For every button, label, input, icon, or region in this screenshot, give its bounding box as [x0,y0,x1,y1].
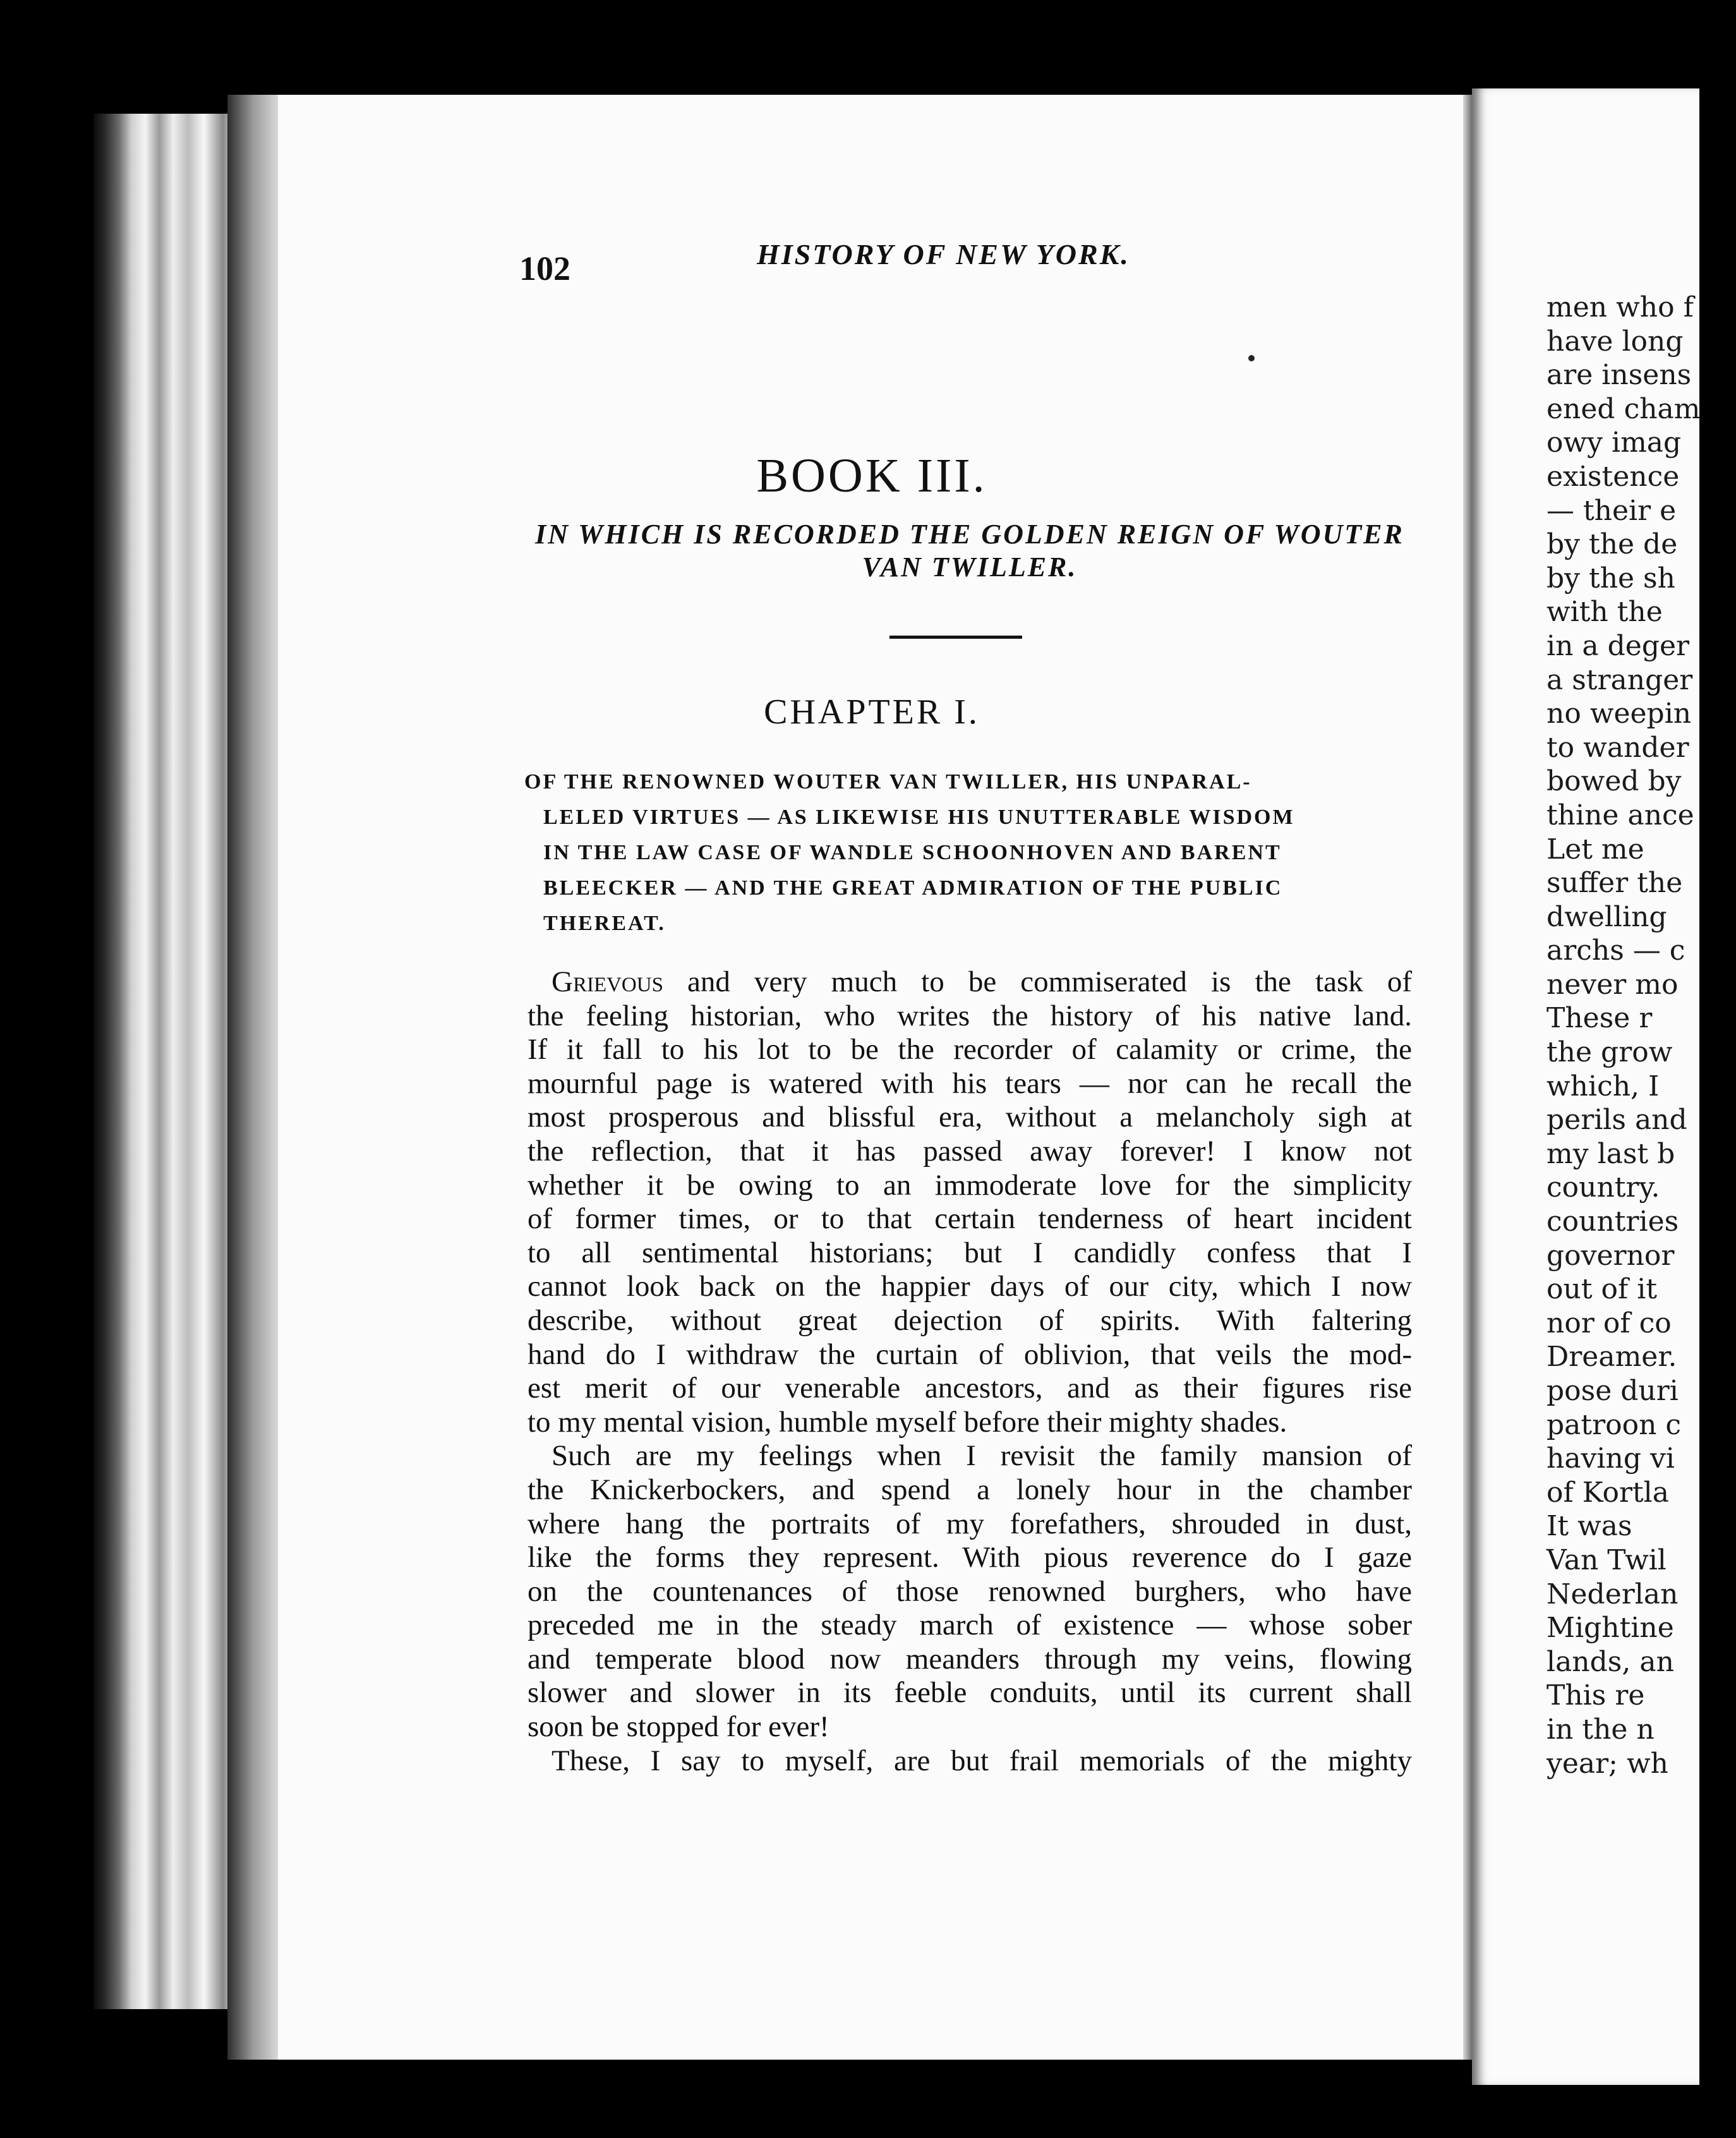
chapter-title: CHAPTER I. [764,692,980,732]
right-page-line: a stranger [1546,663,1693,696]
right-page-line: existence [1546,460,1680,493]
body-line: Such are my feelings when I revisit the family mansion of [552,1439,1412,1473]
left-page [278,95,1466,2060]
body-line: on the countenances of those renowned burghers, who have [527,1574,1412,1608]
right-page-line: my last b [1546,1137,1675,1170]
right-page-line: the grow [1546,1036,1673,1069]
body-line: the reflection, that it has passed away forever! I know not [527,1134,1412,1168]
body-line: most prosperous and blissful era, without a melancholy sigh at [527,1101,1412,1134]
book-subtitle [518,518,1421,584]
right-page-line: with the [1546,596,1663,629]
book-title: BOOK III. [756,449,987,502]
running-title: HISTORY OF NEW YORK. [757,238,1130,270]
right-page-line: Van Twil [1546,1543,1667,1576]
body-line: of former times, or to that certain tenderness of heart incident [527,1202,1412,1236]
right-page-line: in the n [1546,1713,1655,1746]
summary-line: THEREAT. [543,912,666,935]
body-line: These, I say to myself, are but frail memorials of the mighty [552,1744,1412,1777]
right-page-text [1546,291,1736,1780]
summary-line: OF THE RENOWNED WOUTER VAN TWILLER, HIS UNPARAL- [524,770,1252,794]
body-text [527,965,1412,1778]
chapter-summary [524,764,1396,941]
right-page-line: patroon c [1546,1408,1682,1441]
right-page-line: pose duri [1546,1375,1679,1407]
drop-word: Grievous [552,965,663,998]
body-line: slower and slower in its feeble conduits, until its current shall [527,1676,1412,1710]
right-page-line: in a deger [1546,629,1690,662]
right-page-line: archs — c [1546,934,1685,967]
body-line: est merit of our venerable ancestors, and as their figures rise [527,1372,1412,1405]
right-page-line: governor [1546,1239,1675,1272]
body-line: If it fall to his lot to be the recorder of calamity or crime, the [527,1033,1412,1066]
summary-line: BLEECKER — AND THE GREAT ADMIRATION OF THE PUBLIC [543,876,1283,900]
body-line: describe, without great dejection of spirits. With faltering [527,1303,1412,1337]
body-line: the feeling historian, who writes the history of his native land. [527,999,1412,1032]
body-line: mournful page is watered with his tears — nor can he recall the [527,1066,1412,1100]
right-page-line: which, I [1546,1070,1660,1102]
body-line [527,965,1412,1000]
body-line: preceded me in the steady march of existence — whose sober [527,1609,1412,1642]
right-page-line: nor of co [1546,1307,1672,1339]
right-page-line: suffer the [1546,867,1683,900]
summary-line: LELED VIRTUES — AS LIKEWISE HIS UNUTTERABLE WISDOM [543,806,1295,829]
body-line: the Knickerbockers, and spend a lonely hour in the chamber [527,1473,1412,1506]
summary-line: IN THE LAW CASE OF WANDLE SCHOONHOVEN AND BARENT [543,841,1282,864]
body-line: soon be stopped for ever! [527,1710,829,1744]
right-page-line: by the de [1546,528,1678,561]
right-page-line: It was [1546,1510,1632,1543]
right-page-line: no weepin [1546,698,1692,730]
right-page-line: by the sh [1546,562,1675,595]
right-page-line: countries [1546,1205,1679,1238]
body-line: to my mental vision, humble myself before their mighty shades. [527,1405,1287,1439]
right-page-line: — their e [1546,494,1677,527]
body-line-text: and very much to be commiserated is the task of [663,965,1412,998]
spine-shadow [227,95,284,2060]
right-page-line: bowed by [1546,765,1682,798]
page-number: 102 [519,250,570,287]
right-page-line: perils and [1546,1104,1687,1137]
right-page-line: men who f [1546,291,1694,323]
right-page-line: Nederlan [1546,1578,1679,1610]
ink-speck [1248,355,1255,361]
right-page-line: dwelling [1546,900,1667,933]
book-subtitle-line: IN WHICH IS RECORDED THE GOLDEN REIGN OF WOUTER [535,519,1404,550]
body-line: hand do I withdraw the curtain of oblivion, that veils the mod- [527,1338,1412,1371]
right-page-line: lands, an [1546,1645,1674,1678]
body-line: whether it be owing to an immoderate love for the simplicity [527,1168,1412,1202]
right-page-line: out of it [1546,1273,1658,1306]
right-page-line: country. [1546,1171,1660,1204]
right-page-line: never mo [1546,968,1679,1001]
right-page-line: thine ance [1546,799,1694,831]
right-page-line: of Kortla [1546,1476,1669,1509]
right-page-line: have long [1546,325,1684,358]
right-page-cropped [1472,88,1699,2085]
right-page-line: This re [1546,1679,1645,1712]
body-line: where hang the portraits of my forefathers, shrouded in dust, [527,1507,1412,1540]
right-page-line: Let me [1546,833,1644,866]
section-rule [889,636,1022,639]
right-page-line: are insens [1546,359,1692,392]
body-line: and temperate blood now meanders through my veins, flowing [527,1642,1412,1676]
body-line: like the forms they represent. With pious reverence do I gaze [527,1541,1412,1574]
right-page-line: Mightine [1546,1612,1674,1645]
body-line: to all sentimental historians; but I candidly confess that I [527,1236,1412,1269]
right-page-line: owy imag [1546,426,1682,459]
right-page-line: These r [1546,1002,1653,1035]
body-line: cannot look back on the happier days of our city, which I now [527,1270,1412,1303]
book-subtitle-line: VAN TWILLER. [862,552,1078,583]
right-page-line: Dreamer. [1546,1341,1677,1374]
right-page-line: ened cham [1546,392,1701,425]
right-page-line: year; wh [1546,1747,1668,1780]
right-page-line: having vi [1546,1442,1675,1475]
right-page-line: to wander [1546,731,1689,764]
